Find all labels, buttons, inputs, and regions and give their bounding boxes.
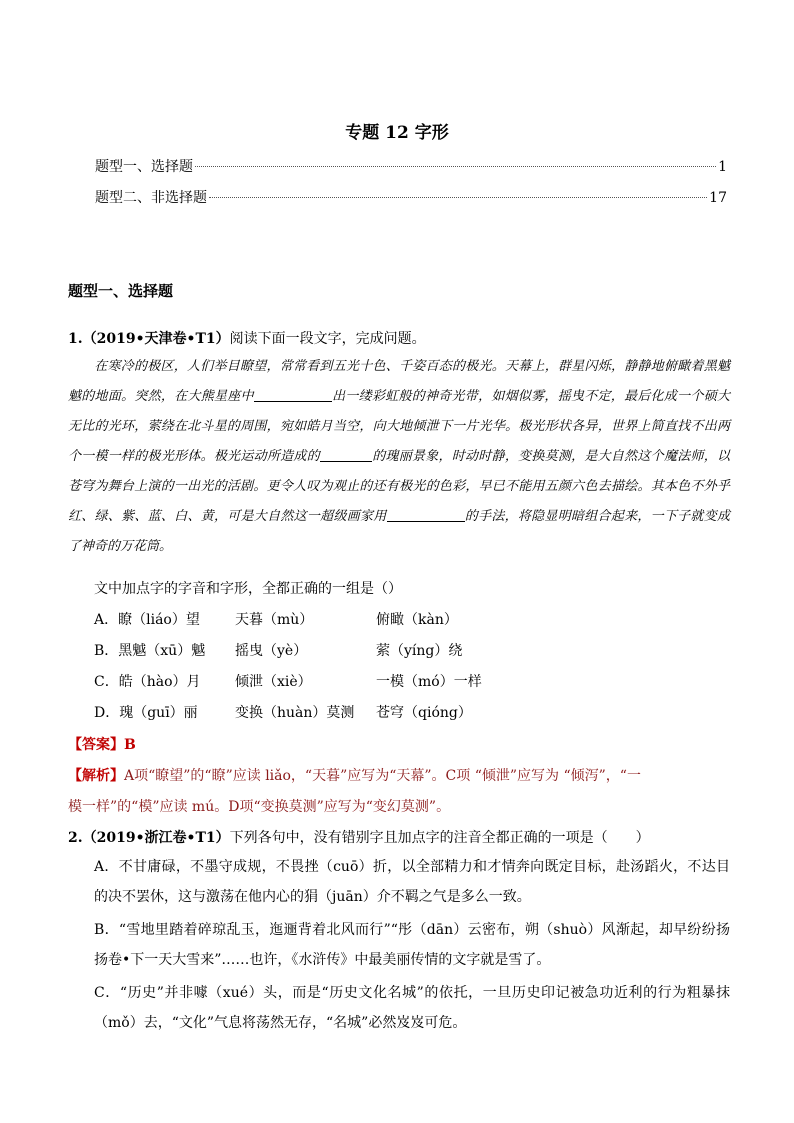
passage-part-2: 出一缕彩虹般的神奇光带，如烟似雾，摇曳不定，最后化成一个硕大无比的光环，萦绕在北斗星的周围，宛如皓月当空，向大地倾泄下一片光华。极光形状各异，世界上简直找不出两个一模一样的极光形体。极光运动所造成的 [68,389,730,464]
passage-part-4: 的手法，将隐显明暗组合起来，一下子就变成了神奇的万花筒。 [68,509,730,554]
question-2-option-b: B．“雪地里踏着碎琼乱玉，迤逦背着北风而行”“彤（dān）云密布，朔（shuò）风渐起，却早纷纷扬扬卷•下一天大雪来”……也许，《水浒传》中最美丽传情的文字就是雪了。 [94,922,730,968]
toc-leader [209,197,707,198]
question-number: 2. [68,830,83,846]
question-source: （2019•天津卷•T1） [82,331,230,347]
option-a-2: 天暮（mù） [235,612,314,628]
option-d-2: 变换（huàn）莫测 [235,705,355,721]
answer-line [68,734,136,754]
answer-value: B [124,737,136,753]
blank-2 [320,447,372,462]
passage-part-1: 在寒冷的极区，人们举目瞭望，常常看到五光十色、千姿百态的极光。天幕上，群星闪烁，静静地俯瞰着黑魆魆的地面。突然，在大熊星座中 [68,359,730,404]
option-d-3: 苍穹（qióng） [376,705,472,721]
section-heading: 题型一、选择题 [68,282,174,300]
option-c-3: 一模（mó）一样 [376,674,482,690]
toc-entry-page: 1 [718,159,727,175]
option-b-2: 摇曳（yè） [235,643,308,659]
option-a-3: 俯瞰（kàn） [376,612,458,628]
question-stem: 下列各句中，没有错别字且加点字的注音全都正确的一项是（ ） [229,830,650,846]
passage-part-3: 的瑰丽景象，时动时静，变换莫测，是大自然这个魔法师，以苍穹为舞台上演的一出光的活剧。更令人叹为观止的还有极光的色彩，早已不能用五颜六色去描绘。其本色不外乎红、绿、紫、蓝、白、黄，可是大自然这一超级画家用 [68,449,730,524]
option-d-1: D．瑰（guī）丽 [94,705,198,721]
question-2-option-a: A．不甘庸碌，不墨守成规，不畏挫（cuō）折，以全部精力和才情奔向既定目标，赴汤蹈火，不达目的决不罢休，这与激荡在他内心的狷（juān）介不羁之气是多么一致。 [94,859,730,905]
question-prompt: 阅读下面一段文字，完成问题。 [229,331,426,347]
question-2-header [68,827,650,847]
option-b-3: 萦（yíng）绕 [376,643,463,659]
analysis-tag: 【解析】 [68,768,124,784]
answer-tag: 【答案】 [68,737,124,753]
question-source: （2019•浙江卷•T1） [82,830,230,846]
analysis-line-1 [68,765,730,785]
page-title: 专题 12 字形 [345,123,449,143]
option-b-1: B．黑魆（xū）魆 [94,643,206,659]
blank-1 [254,387,332,402]
blank-3 [387,507,465,522]
question-1-stem: 文中加点字的字音和字形，全都正确的一组是（） [94,581,402,597]
analysis-line-2: 模一样”的“模”应读 mú。D项“变换莫测”应写为“变幻莫测”。 [68,799,451,815]
toc-entry-label: 题型一、选择题 [95,159,193,175]
question-2-option-c: C．“历史”并非噱（xué）头，而是“历史文化名城”的依托，一旦历史印记被急功近利的行为粗暴抹（mǒ）去，“文化”气息将荡然无存，“名城”必然岌岌可危。 [94,985,730,1031]
reading-passage [68,352,730,562]
toc-entry-1[interactable] [95,156,727,178]
question-number: 1. [68,331,83,347]
toc-entry-page: 17 [709,190,727,206]
option-a-1: A．瞭（liáo）望 [94,612,200,628]
question-1-header [68,328,426,348]
option-c-1: C．皓（hào）月 [94,674,201,690]
analysis-text-1: A项“瞭望”的“瞭”应读 liǎo，“天暮”应写为“天幕”。C项 “倾泄”应写为 “倾泻”，“一 [124,768,641,784]
option-c-2: 倾泄（xiè） [235,674,312,690]
toc-entry-2[interactable] [95,187,727,209]
toc-leader [195,166,716,167]
toc-entry-label: 题型二、非选择题 [95,190,207,206]
